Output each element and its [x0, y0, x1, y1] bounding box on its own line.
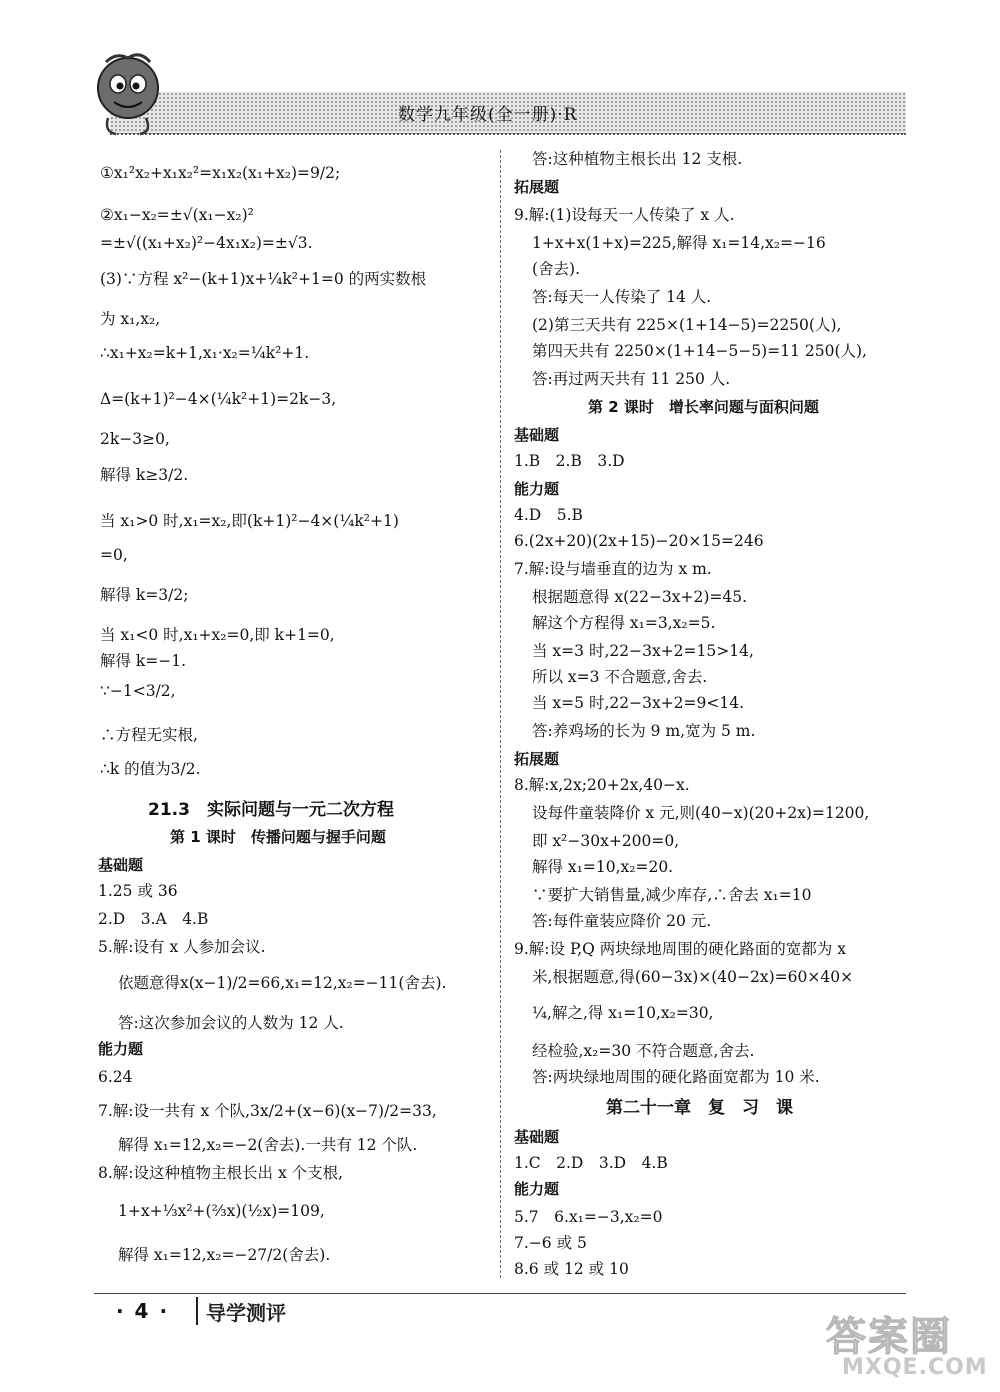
answer-line: ∴方程无实根, [100, 726, 198, 744]
answer-line: (舍去). [532, 260, 581, 278]
answer-line: 8.解:x,2x;20+2x,40−x. [514, 776, 690, 794]
answer-line: 5.解:设有 x 人参加会议. [98, 938, 266, 956]
answer-line: 8.解:设这种植物主根长出 x 个支根, [98, 1164, 344, 1182]
category-heading: 能力题 [98, 1040, 144, 1058]
answer-line: ①x₁²x₂+x₁x₂²=x₁x₂(x₁+x₂)=9/2; [100, 164, 341, 182]
answer-line: 解得 k=3/2; [100, 586, 189, 604]
answer-line: 解得 k≥3/2. [100, 466, 189, 484]
category-heading: 基础题 [514, 1128, 560, 1146]
answer-line: 解得 x₁=10,x₂=20. [532, 858, 674, 876]
answer-line: 设每件童装降价 x 元,则(40−x)(20+2x)=1200, [532, 804, 870, 822]
page-footer [0, 1285, 1000, 1392]
category-heading: 拓展题 [514, 178, 560, 196]
answer-line: ¼,解之,得 x₁=10,x₂=30, [532, 1004, 714, 1022]
footer-brand: 导学测评 [206, 1301, 286, 1325]
answer-line: (2)第三天共有 225×(1+14−5)=2250(人), [532, 316, 842, 334]
footer-rule [94, 1293, 906, 1294]
answer-line: 9.解:设 P,Q 两块绿地周围的硬化路面的宽都为 x [514, 940, 846, 958]
answer-line: 第四天共有 2250×(1+14−5−5)=11 250(人), [532, 342, 867, 360]
answer-line: 依题意得x(x−1)/2=66,x₁=12,x₂=−11(舍去). [118, 974, 447, 992]
section-title: 21.3 实际问题与一元二次方程 [148, 800, 394, 820]
watermark-text: 答案圈 [826, 1314, 952, 1360]
category-heading: 拓展题 [514, 750, 560, 768]
answer-line: =±√((x₁+x₂)²−4x₁x₂)=±√3. [100, 234, 313, 252]
answer-line: 当 x=3 时,22−3x+2=15>14, [532, 642, 754, 660]
answer-line: 答:两块绿地周围的硬化路面宽都为 10 米. [532, 1068, 820, 1086]
answer-line: 答:再过两天共有 11 250 人. [532, 370, 731, 388]
answer-line: 答:这种植物主根长出 12 支根. [532, 150, 743, 168]
mascot-logo-icon [86, 48, 170, 140]
lesson-title: 第 2 课时 增长率问题与面积问题 [588, 398, 819, 416]
answer-line: 8.6 或 12 或 10 [514, 1260, 629, 1278]
answer-line: 7.解:设一共有 x 个队,3x/2+(x−6)(x−7)/2=33, [98, 1102, 437, 1120]
answer-line: 7.解:设与墙垂直的边为 x m. [514, 560, 712, 578]
answer-line: ∴k 的值为3/2. [100, 760, 201, 778]
header-rule [110, 133, 906, 135]
answer-line: 解得 x₁=12,x₂=−2(舍去).一共有 12 个队. [118, 1136, 418, 1154]
answer-line: 1.B 2.B 3.D [514, 452, 625, 470]
watermark-logo [820, 1305, 996, 1389]
answer-line: ∵要扩大销售量,减少库存,∴舍去 x₁=10 [532, 886, 812, 904]
answer-line: 7.−6 或 5 [514, 1234, 587, 1252]
answer-line: 5.7 6.x₁=−3,x₂=0 [514, 1208, 663, 1226]
category-heading: 基础题 [98, 856, 144, 874]
answer-line: 所以 x=3 不合题意,舍去. [532, 668, 708, 686]
answer-line: 当 x₁<0 时,x₁+x₂=0,即 k+1=0, [100, 626, 335, 644]
answer-line: =0, [100, 546, 128, 564]
watermark-url: MXQE.COM [842, 1355, 988, 1380]
section-title: 第二十一章 复 习 课 [606, 1098, 793, 1118]
page-header [0, 0, 1000, 140]
answer-line: 为 x₁,x₂, [100, 310, 161, 328]
answer-line: Δ=(k+1)²−4×(¼k²+1)=2k−3, [100, 390, 337, 408]
answer-line: ∵−1<3/2, [100, 682, 176, 700]
answer-line: 解得 k=−1. [100, 652, 187, 670]
answer-line: 6.24 [98, 1068, 133, 1086]
page-number: · 4 · [116, 1299, 170, 1323]
category-heading: 能力题 [514, 480, 560, 498]
category-heading: 能力题 [514, 1180, 560, 1198]
category-heading: 基础题 [514, 426, 560, 444]
answer-line: 1+x+x(1+x)=225,解得 x₁=14,x₂=−16 [532, 234, 826, 252]
answer-line: (3)∵方程 x²−(k+1)x+¼k²+1=0 的两实数根 [100, 270, 427, 288]
answer-line: 当 x=5 时,22−3x+2=9<14. [532, 694, 745, 712]
answer-line: ②x₁−x₂=±√(x₁−x₂)² [100, 206, 254, 224]
answer-line: 6.(2x+20)(2x+15)−20×15=246 [514, 532, 764, 550]
answer-line: 4.D 5.B [514, 506, 583, 524]
answer-line: 米,根据题意,得(60−3x)×(40−2x)=60×40× [532, 968, 854, 986]
answer-line: 2.D 3.A 4.B [98, 910, 209, 928]
book-title: 数学九年级(全一册)·R [398, 105, 578, 125]
answer-line: 解得 x₁=12,x₂=−27/2(舍去). [118, 1246, 331, 1264]
answer-line: 答:养鸡场的长为 9 m,宽为 5 m. [532, 722, 756, 740]
answer-line: 2k−3≥0, [100, 430, 170, 448]
column-divider [500, 150, 501, 1278]
answer-line: 答:每件童装应降价 20 元. [532, 912, 712, 930]
answer-line: 即 x²−30x+200=0, [532, 832, 680, 850]
answer-line: 根据题意得 x(22−3x+2)=45. [532, 588, 748, 606]
answer-line: 解这个方程得 x₁=3,x₂=5. [532, 614, 716, 632]
answer-line: ∴x₁+x₂=k+1,x₁·x₂=¼k²+1. [100, 344, 310, 362]
answer-line: 1.C 2.D 3.D 4.B [514, 1154, 668, 1172]
answer-line: 当 x₁>0 时,x₁=x₂,即(k+1)²−4×(¼k²+1) [100, 512, 399, 530]
answer-line: 9.解:(1)设每天一人传染了 x 人. [514, 206, 735, 224]
answer-line: 答:这次参加会议的人数为 12 人. [118, 1014, 344, 1032]
answer-line: 1.25 或 36 [98, 882, 178, 900]
lesson-title: 第 1 课时 传播问题与握手问题 [170, 828, 386, 846]
answer-line: 经检验,x₂=30 不符合题意,舍去. [532, 1042, 755, 1060]
footer-divider [196, 1297, 198, 1325]
answer-line: 1+x+⅓x²+(⅔x)(½x)=109, [118, 1202, 325, 1220]
answer-line: 答:每天一人传染了 14 人. [532, 288, 712, 306]
